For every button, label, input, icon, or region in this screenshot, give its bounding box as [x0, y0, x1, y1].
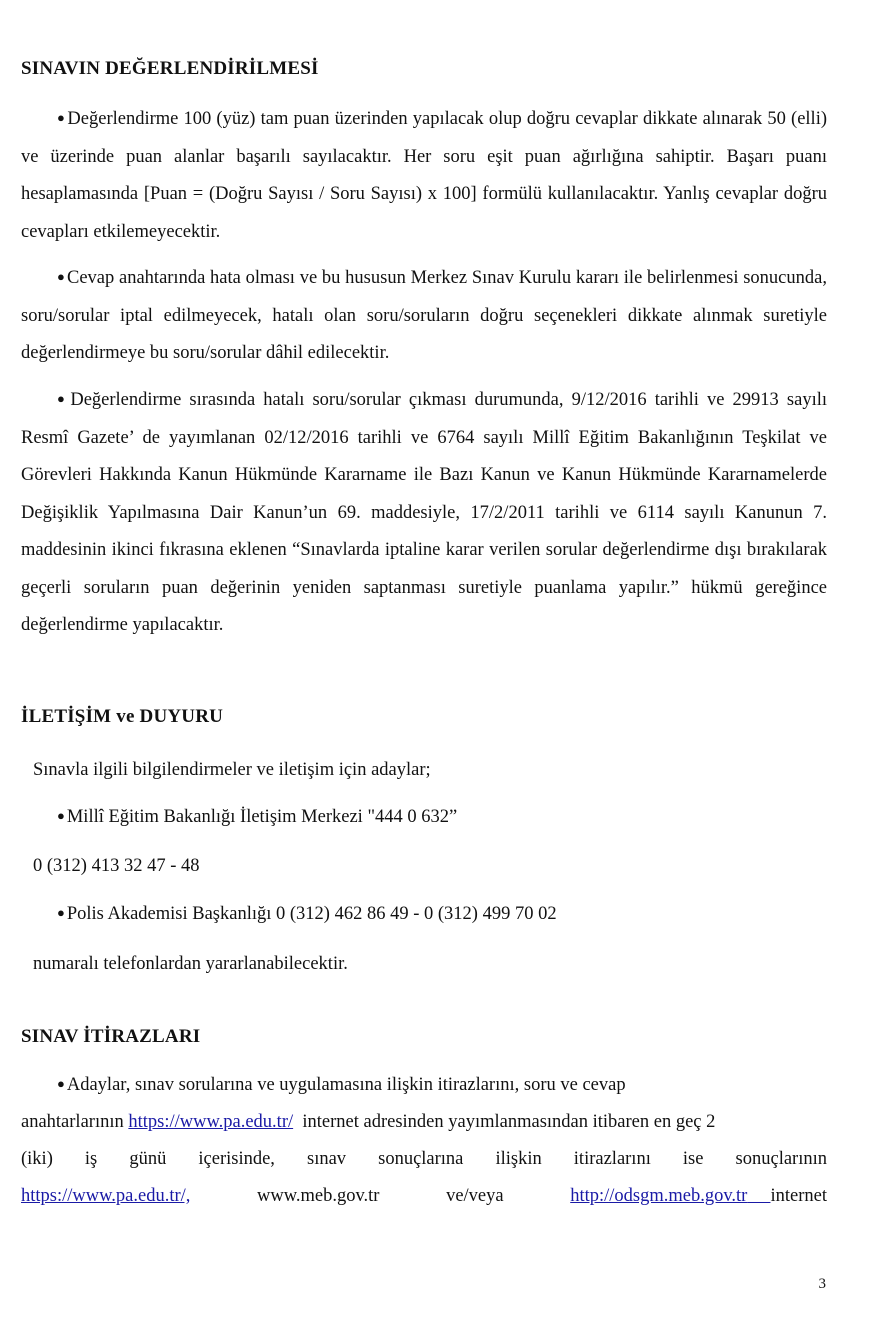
bullet-icon: ● — [57, 1076, 65, 1091]
pa-edu-link[interactable]: https://www.pa.edu.tr/ — [128, 1112, 294, 1132]
section-title-evaluation: SINAVIN DEĞERLENDİRİLMESİ — [21, 58, 319, 79]
contact-intro: Sınavla ilgili bilgilendirmeler ve iletişim için adaylar; — [33, 760, 431, 780]
objections-text: ● Adaylar, sınav sorularına ve uygulamasına ilişkin itirazlarını, soru ve cevap — [57, 1075, 626, 1095]
bullet-icon: ● — [57, 808, 65, 823]
contact-phone-meb: 0 (312) 413 32 47 - 48 — [33, 856, 200, 876]
section-title-contact: İLETİŞİM ve DUYURU — [21, 706, 224, 727]
contact-item-text: Polis Akademisi Başkanlığı 0 (312) 462 86 49 - 0 (312) 499 70 02 — [66, 904, 557, 924]
objections-line-4: https://www.pa.edu.tr/, www.meb.gov.tr ve/veya http://odsgm.meb.gov.tr internet — [21, 1186, 827, 1206]
meb-site-text: www.meb.gov.tr — [257, 1186, 380, 1206]
bullet-icon: ● — [57, 110, 66, 125]
paragraph-text: Değerlendirme 100 (yüz) tam puan üzerinden yapılacak olup doğru cevaplar dikkate alınarak 50 (elli) ve üzerinde puan alanlar başarılı sayılacaktır. Her soru eşit puan ağırlığına sahiptir. Başarı puanı hesaplamasında [Puan = (Doğru Sayısı / Soru Sayısı) x 100] formülü kullanılacaktır. Yanlış cevaplar doğru cevapları etkilemeyecektir. — [21, 109, 827, 242]
objections-line-2: anahtarlarının https://www.pa.edu.tr/ internet adresinden yayımlanmasından itibaren en geç 2 — [21, 1112, 716, 1132]
odsgm-link-underline[interactable] — [747, 1186, 770, 1206]
pa-edu-link-results[interactable]: https://www.pa.edu.tr/, — [21, 1186, 191, 1206]
objections-line-1 — [21, 1075, 827, 1096]
contact-item-text: Millî Eğitim Bakanlığı İletişim Merkezi "444 0 632” — [66, 807, 458, 827]
page-number: 3 — [818, 1276, 826, 1292]
paragraph-text: Değerlendirme sırasında hatalı soru/sorular çıkması durumunda, 9/12/2016 tarihli ve 29913 sayılı Resmî Gazete’ de yayımlanan 02/12/2016 tarihli ve 6764 sayılı Millî Eğitim Bakanlığının Teşkilat ve Görevleri Hakkında Kanun Hükmünde Kararname ile Bazı Kanun ve Kanun Hükmünde Kararnamelerde Değişiklik Yapılmasına Dair Kanun’un 69. maddesiyle, 17/2/2011 tarihli ve 6114 sayılı Kanunun 7. maddesinin ikinci fıkrasına eklenen “Sınavlarda iptaline karar verilen sorular değerlendirme dışı bırakılarak geçerli soruların puan değerinin yeniden saptanması suretiyle puanlama yapılır.” hükmü gereğince değerlendirme yapılacaktır. — [21, 390, 827, 635]
section-title-objections: SINAV İTİRAZLARI — [21, 1026, 201, 1047]
bullet-icon: ● — [57, 269, 65, 284]
contact-item-meb — [57, 807, 457, 828]
bullet-icon: ● — [57, 391, 69, 406]
paragraph-evaluation-3 — [21, 380, 827, 645]
odsgm-link[interactable]: http://odsgm.meb.gov.tr — [570, 1186, 748, 1206]
objections-line-3: (iki) iş günü içerisinde, sınav sonuçlarına ilişkin itirazlarını ise sonuçlarının — [21, 1149, 827, 1169]
paragraph-evaluation-2 — [21, 258, 827, 373]
contact-outro: numaralı telefonlardan yararlanabilecektir. — [33, 954, 348, 974]
paragraph-text: Cevap anahtarında hata olması ve bu hususun Merkez Sınav Kurulu kararı ile belirlenmesi sonucunda, soru/sorular iptal edilmeyecek, hatalı olan soru/soruların doğru seçenekleri dikkate alınmak suretiyle değerlendirmeye bu soru/sorular dâhil edilecektir. — [21, 268, 827, 363]
bullet-icon: ● — [57, 905, 65, 920]
contact-item-police-academy — [57, 904, 557, 925]
paragraph-evaluation-1 — [21, 99, 827, 251]
